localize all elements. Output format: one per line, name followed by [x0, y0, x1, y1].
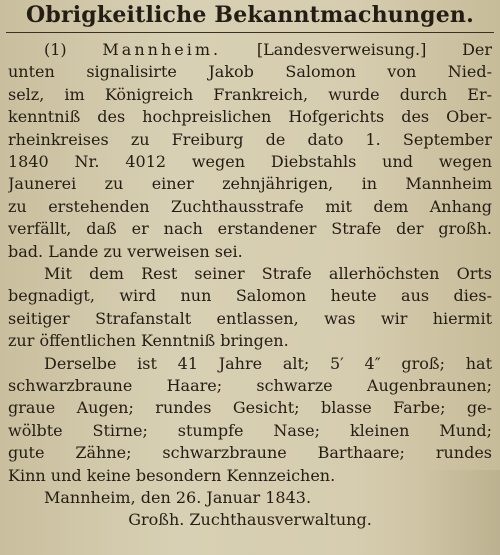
- text-line: rheinkreises zu Freiburg de dato 1. September: [8, 129, 492, 149]
- text-line: zu erstehenden Zuchthausstrafe mit dem Anhang: [8, 196, 492, 216]
- text-line: bad. Lande zu verweisen sei.: [8, 241, 243, 261]
- text-line: zur öffentlichen Kenntniß bringen.: [8, 331, 289, 351]
- bleed-through-shadow: [422, 470, 500, 555]
- text-line: selz, im Königreich Frankreich, wurde durch Er-: [8, 84, 492, 104]
- title-divider: [6, 32, 494, 33]
- text-line: schwarzbraune Haare; schwarze Augenbraunen;: [8, 376, 492, 395]
- text-line: Mit dem Rest seiner Strafe allerhöchsten Orts: [44, 264, 492, 283]
- text-line: [8, 38, 492, 62]
- place-name: Mannheim.: [102, 40, 222, 59]
- text-line: begnadigt, wird nun Salomon heute aus dies-: [8, 286, 492, 306]
- text-line: Großh. Zuchthausverwaltung.: [128, 510, 372, 530]
- text-line: kenntniß des hochpreislichen Hofgerichts des Ober-: [8, 107, 492, 127]
- text-line: Kinn und keine besondern Kennzeichen.: [8, 465, 336, 485]
- notice-number: (1): [44, 40, 103, 59]
- text-line: gute Zähne; schwarzbraune Barthaare; rundes: [8, 443, 492, 463]
- text-line: graue Augen; rundes Gesicht; blasse Farbe; ge-: [8, 398, 492, 418]
- text-line: Jaunerei zu einer zehnjährigen, in Mannheim: [8, 174, 492, 194]
- text-line: wölbte Stirne; stumpfe Nase; kleinen Mund;: [8, 420, 492, 440]
- text-line: Derselbe ist 41 Jahre alt; 5′ 4″ groß; hat: [44, 353, 492, 373]
- text-line: seitiger Strafanstalt entlassen, was wir hiermit: [8, 308, 492, 328]
- text-line: verfällt, daß er nach erstandener Strafe der großh.: [8, 219, 492, 239]
- text-line: unten signalisirte Jakob Salomon von Nied-: [8, 62, 492, 82]
- text-line: Mannheim, den 26. Januar 1843.: [44, 488, 312, 507]
- notice-heading-rest: [Landesverweisung.] Der: [221, 40, 492, 59]
- page-title: Obrigkeitliche Bekanntmachungen.: [26, 2, 474, 28]
- text-line: 1840 Nr. 4012 wegen Diebstahls und wegen: [8, 152, 492, 171]
